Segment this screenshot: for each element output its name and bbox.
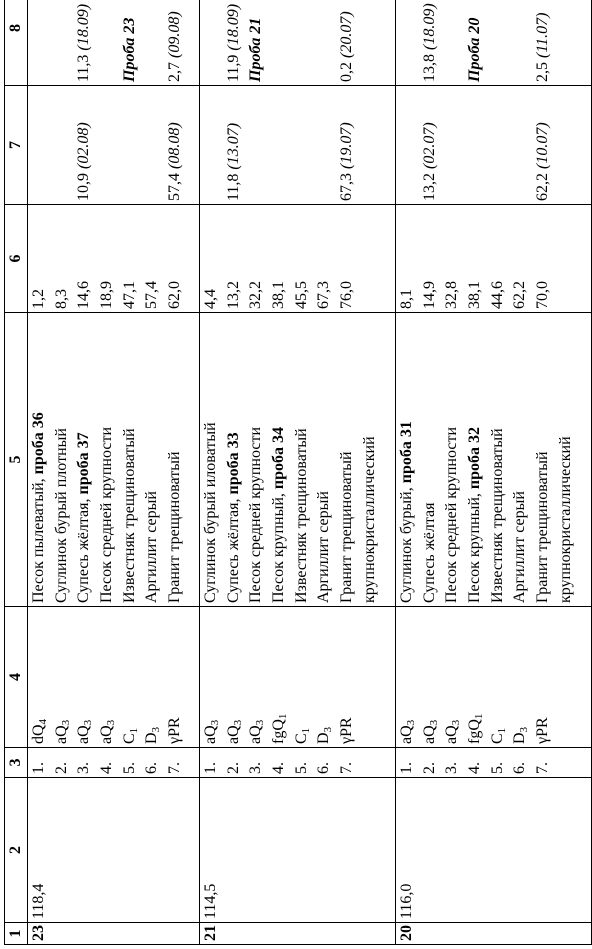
geologic-index-letters: aQ: [247, 725, 265, 744]
water-level-steady-cell: [396, 0, 592, 86]
geologic-index-letters: fgQ: [270, 719, 288, 744]
water-steady-value: 11,3: [75, 50, 93, 82]
description-cell: [396, 313, 592, 607]
header-col-1: 1: [5, 923, 28, 945]
water-steady: [441, 0, 464, 82]
geologic-index: [73, 610, 96, 744]
geologic-index: [245, 610, 268, 744]
borehole-number-cell: [200, 923, 396, 945]
layer-bottom-depth: 8,1: [398, 289, 415, 309]
geologic-index-subscript: 1: [299, 727, 312, 734]
description-cell: [28, 313, 200, 607]
layer-number: 6.: [143, 762, 161, 774]
geologic-index: [532, 610, 555, 744]
water-appeared-value: 62,2: [534, 169, 552, 201]
water-steady: [291, 0, 314, 82]
water-appeared-date: (19.07): [338, 122, 356, 169]
water-level-steady-cell: [200, 0, 396, 86]
geologic-index-letters: aQ: [224, 725, 242, 744]
water-steady: [336, 0, 359, 82]
layer-bottom-depth: 76,0: [338, 281, 356, 309]
water-steady: [245, 0, 268, 82]
geologic-index: [441, 610, 464, 744]
water-appeared: [200, 89, 223, 201]
water-steady: [268, 0, 291, 82]
geologic-index: [96, 610, 119, 744]
geologic-index-letters: aQ: [98, 725, 116, 744]
geologic-index-letters: C: [292, 733, 310, 744]
water-steady: [532, 0, 555, 82]
layer-bottom-depth: 13,2: [224, 281, 242, 309]
water-appeared: [291, 89, 314, 201]
layer-number-cell: [396, 748, 592, 778]
water-appeared-value: 11,8: [224, 169, 242, 201]
layer-description: [396, 316, 419, 603]
geologic-index-letters: fgQ: [466, 719, 484, 744]
water-appeared: [96, 89, 119, 201]
borehole-number: 21: [202, 925, 219, 941]
layer-description: [313, 316, 336, 603]
layer-bottom-depth: 32,2: [247, 281, 265, 309]
layer-number: 2.: [224, 762, 242, 774]
water-steady-value: 2,7: [166, 58, 184, 82]
header-col-8: 8: [5, 0, 28, 86]
layer-number: 1.: [398, 762, 415, 774]
layer-number: 4.: [270, 762, 288, 774]
layer-description-text: Аргиллит серый: [511, 491, 529, 603]
water-appeared-value: 13,2: [420, 169, 438, 201]
layer-number: [555, 751, 578, 774]
water-appeared: [268, 89, 291, 201]
water-steady-value: 11,9: [224, 50, 242, 82]
layer-description-text: Аргиллит серый: [315, 491, 333, 603]
layer-number: 7.: [166, 762, 184, 774]
geologic-index-cell: [396, 607, 592, 748]
water-steady: [96, 0, 119, 82]
borehole-number-cell: [396, 923, 592, 945]
water-steady: [396, 0, 419, 82]
water-steady-date: (18.09): [224, 3, 242, 51]
water-level-cell: [396, 86, 592, 205]
geologic-index-subscript: 1: [473, 713, 486, 720]
water-appeared: [164, 89, 187, 201]
layer-description-text: Песок средней крупности: [98, 426, 116, 603]
borehole-row-21: [200, 0, 396, 945]
layer-description-text: Супесь жёлтая: [420, 502, 438, 603]
geologic-index-subscript: 3: [209, 719, 221, 726]
geologic-index-letters: aQ: [420, 725, 438, 744]
geologic-index-subscript: 1: [495, 727, 508, 734]
water-steady: [223, 0, 246, 82]
layer-bottom-depth: 47,1: [120, 281, 138, 309]
layer-bottom-depth: 38,1: [270, 281, 288, 309]
water-level-cell: [28, 86, 200, 205]
geologic-index-subscript: 3: [82, 719, 95, 726]
header-col-7: 7: [5, 86, 28, 205]
layer-description: [28, 316, 51, 603]
geologic-index-subscript: 3: [450, 719, 463, 726]
water-sample-label: Проба 21: [247, 17, 265, 82]
geologic-index: [396, 610, 419, 744]
water-appeared-value: 67,3: [338, 169, 356, 201]
geologic-index-subscript: 3: [322, 726, 335, 733]
geologic-index-subscript: 3: [59, 719, 72, 726]
geologic-index-letters: D: [511, 732, 529, 744]
layer-description-text: Аргиллит серый: [143, 491, 161, 603]
layer-description: [291, 316, 314, 603]
geologic-index: [268, 610, 291, 744]
water-steady: [419, 0, 442, 82]
water-appeared: [336, 89, 359, 201]
water-appeared-date: (02.08): [75, 122, 93, 169]
layer-description-text: Песок средней крупности: [443, 426, 461, 603]
water-sample-label: Проба 20: [466, 17, 484, 82]
layer-bottom-depth: 38,1: [466, 281, 484, 309]
elevation-value: 114,5: [202, 883, 219, 919]
borehole-number: 23: [30, 925, 47, 941]
sample-label: проба 32: [466, 426, 484, 494]
layer-number: 3.: [443, 762, 461, 774]
layer-bottom-depth: 1,2: [30, 289, 47, 309]
layer-description: [96, 316, 119, 603]
layer-bottom-depth: 70,0: [534, 281, 552, 309]
geologic-index-subscript: 3: [254, 719, 267, 726]
geologic-index-letters: C: [120, 733, 138, 744]
layer-number: 2.: [420, 762, 438, 774]
elevation-cell: [200, 778, 396, 923]
layer-number: 4.: [98, 762, 116, 774]
water-steady: [164, 0, 187, 82]
layer-number: 7.: [338, 762, 356, 774]
header-row: [5, 0, 28, 945]
header-col-4: 4: [5, 607, 28, 748]
borehole-row-23: [28, 0, 200, 945]
water-steady: [28, 0, 51, 82]
water-steady-date: (18.09): [420, 3, 438, 50]
water-appeared-value: 57,4: [166, 169, 184, 201]
depth-cell: [200, 205, 396, 313]
header-col-3: 3: [5, 748, 28, 778]
water-appeared: [28, 89, 51, 201]
water-appeared: [119, 89, 142, 201]
water-appeared-date: (13.07): [224, 122, 242, 170]
geologic-index: [419, 610, 442, 744]
layer-description-text: Супесь жёлтая,: [75, 498, 93, 603]
layer-description-text: Гранит трещиноватый: [166, 451, 184, 603]
layer-description-text: Супесь жёлтая,: [224, 498, 242, 603]
depth-cell: [28, 205, 200, 313]
header-col-2: 2: [5, 778, 28, 923]
water-steady: [73, 0, 96, 82]
borehole-number: 20: [398, 925, 415, 941]
header-col-5: 5: [5, 313, 28, 607]
water-appeared-date: (08.08): [166, 122, 184, 169]
layer-bottom-depth: 62,2: [511, 281, 529, 309]
geologic-index-subscript: 3: [150, 726, 163, 733]
water-steady: [200, 0, 223, 82]
geologic-index-cell: [200, 607, 396, 748]
layer-number: 6.: [511, 762, 529, 774]
geologic-index: [119, 610, 142, 744]
water-appeared: [396, 89, 419, 201]
geologic-index-letters: aQ: [75, 725, 93, 744]
layer-bottom-depth: 57,4: [143, 281, 161, 309]
layer-bottom-depth: 14,9: [420, 281, 438, 309]
sample-label: проба 36: [30, 412, 47, 479]
water-appeared: [141, 89, 164, 201]
layer-number: 5.: [488, 762, 506, 774]
layer-description-text: Песок пылеватый,: [30, 478, 47, 603]
geologic-index-letters: γPR: [166, 717, 184, 744]
geologic-index-letters: D: [315, 732, 333, 744]
layer-bottom-depth: 44,6: [488, 281, 506, 309]
header-col-6: 6: [5, 205, 28, 313]
water-steady: [487, 0, 510, 82]
water-steady: [464, 0, 487, 82]
geologic-index-subscript: 3: [105, 719, 118, 726]
layer-description: [336, 316, 359, 603]
layer-description-text: Суглинок бурый плотный: [52, 428, 70, 603]
geologic-index-letters: C: [488, 733, 506, 744]
layer-bottom-depth: 45,5: [292, 281, 310, 309]
layer-description-text: Суглинок бурый иловатый: [202, 422, 219, 603]
layer-description-text: Известняк трещиноватый: [120, 428, 138, 603]
layer-number: 1.: [202, 762, 219, 774]
water-steady: [51, 0, 74, 82]
borehole-number-cell: [28, 923, 200, 945]
water-steady: [359, 0, 382, 82]
layer-number: 2.: [52, 762, 70, 774]
water-appeared: [464, 89, 487, 201]
water-appeared: [245, 89, 268, 201]
geologic-index: [359, 610, 382, 744]
layer-description-text: Песок средней крупности: [247, 426, 265, 603]
water-steady: [141, 0, 164, 82]
water-steady-date: (09.08): [166, 11, 184, 58]
water-steady-date: (11.07): [534, 12, 552, 58]
layer-description: [223, 316, 246, 603]
elevation-cell: [396, 778, 592, 923]
layer-description: [555, 316, 578, 603]
sample-label: проба 31: [398, 421, 415, 488]
water-level-cell: [200, 86, 396, 205]
layer-description: [200, 316, 223, 603]
layer-bottom-depth: [555, 208, 578, 309]
layer-description: [141, 316, 164, 603]
layer-bottom-depth: 62,0: [166, 281, 184, 309]
water-appeared: [359, 89, 382, 201]
layer-number: 3.: [247, 762, 265, 774]
geologic-index: [141, 610, 164, 744]
geologic-index-cell: [28, 607, 200, 748]
water-appeared: [51, 89, 74, 201]
layer-description-text: Песок крупный,: [466, 493, 484, 603]
layer-description: [441, 316, 464, 603]
geologic-index-subscript: 1: [127, 727, 140, 734]
water-steady-date: (20.07): [338, 11, 356, 58]
layer-bottom-depth: [359, 208, 382, 309]
water-appeared-date: (02.07): [420, 122, 438, 169]
water-appeared: [441, 89, 464, 201]
water-steady: [555, 0, 578, 82]
layer-bottom-depth: 14,6: [75, 281, 93, 309]
geologic-index-letters: γPR: [338, 717, 356, 744]
layer-description: [245, 316, 268, 603]
water-appeared: [532, 89, 555, 201]
geologic-index-subscript: 3: [518, 726, 531, 733]
depth-cell: [396, 205, 592, 313]
layer-description-text: Известняк трещиноватый: [292, 428, 310, 603]
geologic-index: [313, 610, 336, 744]
layer-number: 5.: [292, 762, 310, 774]
layer-number-cell: [28, 748, 200, 778]
water-appeared: [555, 89, 578, 201]
layer-number: 7.: [534, 762, 552, 774]
geologic-index-subscript: 3: [231, 719, 244, 726]
water-steady-value: 13,8: [420, 50, 438, 82]
layer-description-text: Гранит трещиноватый: [338, 451, 356, 603]
layer-description: [509, 316, 532, 603]
geologic-index: [51, 610, 74, 744]
water-appeared-date: (10.07): [534, 122, 552, 169]
elevation-value: 116,0: [398, 883, 415, 919]
borehole-table: [4, 0, 592, 945]
layer-description-text: Гранит трещиноватый: [534, 451, 552, 603]
layer-number: 4.: [466, 762, 484, 774]
layer-description-text: Известняк трещиноватый: [488, 428, 506, 603]
layer-description-text: Песок крупный,: [270, 493, 288, 603]
layer-number: 6.: [315, 762, 333, 774]
layer-description-text: Суглинок бурый,: [398, 487, 415, 603]
water-appeared: [313, 89, 336, 201]
layer-number-cell: [200, 748, 396, 778]
water-steady-value: 2,5: [534, 58, 552, 82]
description-cell: [200, 313, 396, 607]
geologic-index: [200, 610, 223, 744]
water-appeared: [509, 89, 532, 201]
geologic-index: [164, 610, 187, 744]
geologic-index: [223, 610, 246, 744]
layer-number: 5.: [120, 762, 138, 774]
geologic-index-letters: γPR: [534, 717, 552, 744]
layer-bottom-depth: 18,9: [98, 281, 116, 309]
elevation-cell: [28, 778, 200, 923]
layer-number: [359, 751, 382, 774]
layer-description: [164, 316, 187, 603]
layer-bottom-depth: 67,3: [315, 281, 333, 309]
water-sample-label: Проба 23: [120, 17, 138, 82]
elevation-value: 118,4: [30, 883, 47, 919]
geologic-index-letters: aQ: [398, 725, 415, 744]
layer-description: [119, 316, 142, 603]
geologic-index: [336, 610, 359, 744]
layer-description: [73, 316, 96, 603]
layer-description: [419, 316, 442, 603]
borehole-row-20: [396, 0, 592, 945]
water-appeared: [73, 89, 96, 201]
water-steady: [509, 0, 532, 82]
layer-description: [268, 316, 291, 603]
water-steady: [119, 0, 142, 82]
geologic-index-subscript: 4: [37, 718, 49, 725]
geologic-index-subscript: 3: [427, 719, 440, 726]
geologic-index: [291, 610, 314, 744]
geologic-index: [509, 610, 532, 744]
layer-description: [487, 316, 510, 603]
layer-description-text: крупнокристаллический: [360, 436, 378, 603]
layer-description: [51, 316, 74, 603]
geologic-index: [555, 610, 578, 744]
water-level-steady-cell: [28, 0, 200, 86]
layer-bottom-depth: 8,3: [52, 289, 70, 309]
geologic-index-letters: aQ: [443, 725, 461, 744]
geologic-index-letters: D: [143, 732, 161, 744]
layer-number: 3.: [75, 762, 93, 774]
layer-description-text: крупнокристаллический: [556, 436, 574, 603]
geologic-index-subscript: 3: [405, 719, 417, 726]
geologic-index-letters: aQ: [52, 725, 70, 744]
layer-description: [464, 316, 487, 603]
layer-bottom-depth: 32,8: [443, 281, 461, 309]
geologic-index: [464, 610, 487, 744]
sample-label: проба 33: [224, 432, 242, 499]
water-appeared-value: 10,9: [75, 169, 93, 201]
water-steady-date: (18.09): [75, 3, 93, 51]
water-steady-value: 0,2: [338, 58, 356, 82]
geologic-index-subscript: 1: [277, 713, 290, 720]
layer-number: 1.: [30, 762, 47, 774]
sample-label: проба 34: [270, 426, 288, 494]
water-appeared: [223, 89, 246, 201]
layer-description: [359, 316, 382, 603]
geologic-index-letters: dQ: [30, 724, 47, 744]
geologic-index: [28, 610, 51, 744]
sample-label: проба 37: [75, 432, 93, 499]
water-appeared: [487, 89, 510, 201]
water-appeared: [419, 89, 442, 201]
layer-bottom-depth: 4,4: [202, 289, 219, 309]
geologic-index: [487, 610, 510, 744]
geologic-index-letters: aQ: [202, 725, 219, 744]
layer-description: [532, 316, 555, 603]
water-steady: [313, 0, 336, 82]
